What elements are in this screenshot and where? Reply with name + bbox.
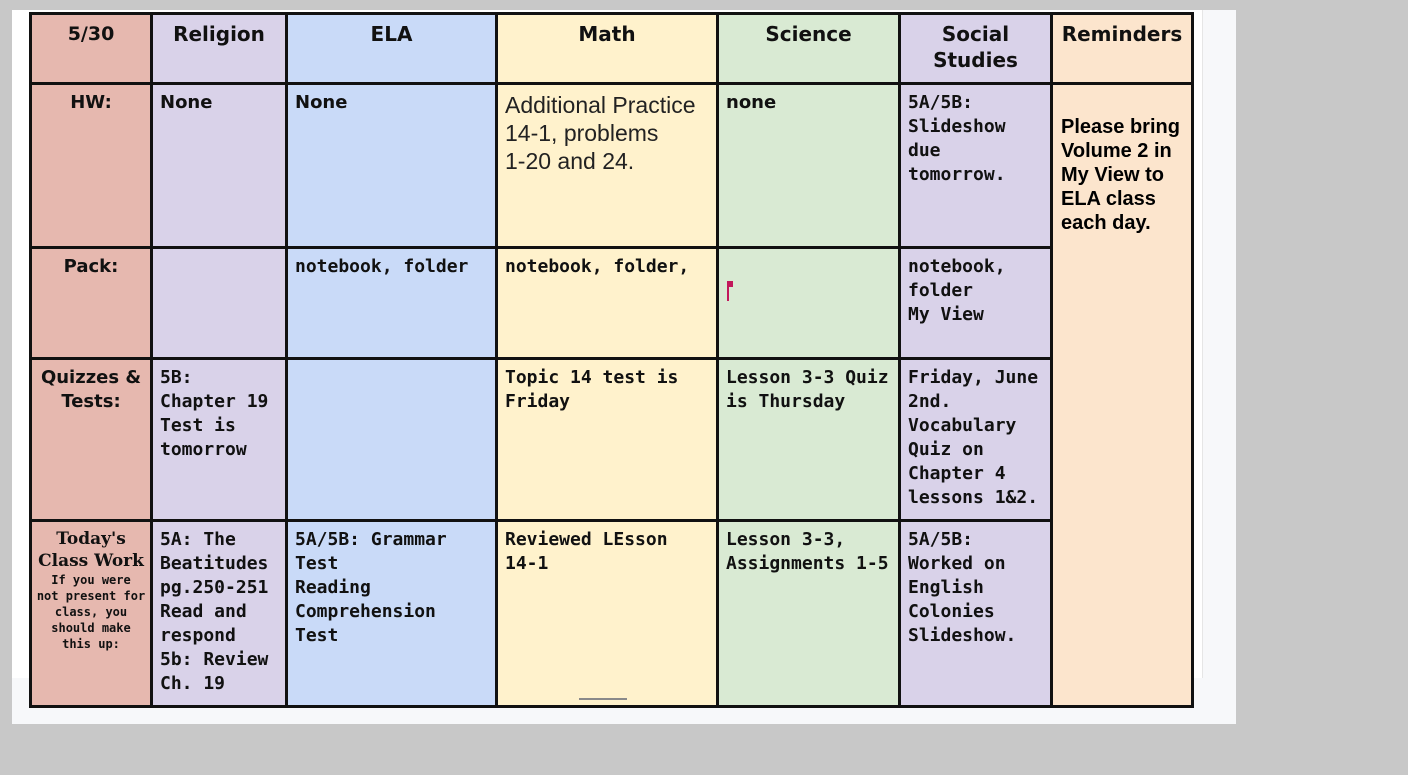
classwork-social-studies-text: 5A/5B: Worked on English Colonies Slideshow.	[908, 529, 1017, 646]
hw-math-text: Additional Practice 14-1, problems 1-20 and 24.	[505, 92, 696, 174]
classwork-science-cell[interactable]	[718, 521, 900, 707]
date-label: 5/30	[67, 23, 115, 45]
pack-label: Pack:	[63, 256, 119, 277]
pack-math-text: notebook, folder,	[505, 256, 690, 277]
date-cell[interactable]	[31, 14, 152, 84]
classwork-label-title: Today's Class Work	[38, 529, 144, 571]
classwork-label-cell[interactable]	[31, 521, 152, 707]
classwork-label-note: If you were not present for class, you should make this up:	[36, 573, 146, 651]
ela-header-cell[interactable]	[287, 14, 497, 84]
classwork-social-studies-cell[interactable]	[900, 521, 1052, 707]
reminders-header-cell[interactable]	[1052, 14, 1193, 84]
religion-header: Religion	[173, 22, 265, 46]
pack-ela-text: notebook, folder	[295, 256, 469, 277]
math-header-cell[interactable]	[497, 14, 718, 84]
classwork-science-text: Lesson 3-3, Assignments 1-5	[726, 529, 889, 574]
hw-label-cell[interactable]	[31, 84, 152, 248]
hw-religion-cell[interactable]	[152, 84, 287, 248]
resize-handle[interactable]	[579, 698, 627, 700]
quizzes-science-text: Lesson 3-3 Quiz is Thursday	[726, 367, 889, 412]
quizzes-religion-text: 5B: Chapter 19 Test is tomorrow	[160, 367, 269, 460]
hw-science-text: none	[726, 92, 777, 113]
quizzes-social-studies-cell[interactable]	[900, 359, 1052, 521]
homework-planner-table	[29, 12, 1194, 708]
hw-science-cell[interactable]	[718, 84, 900, 248]
hw-math-cell[interactable]	[497, 84, 718, 248]
classwork-math-cell[interactable]	[497, 521, 718, 707]
classwork-religion-cell[interactable]	[152, 521, 287, 707]
pack-science-cell[interactable]	[718, 248, 900, 359]
math-header: Math	[578, 22, 636, 46]
hw-social-studies-text: 5A/5B: Slideshow due tomorrow.	[908, 92, 1006, 185]
ela-header: ELA	[370, 22, 413, 46]
classwork-ela-cell[interactable]	[287, 521, 497, 707]
pack-social-studies-text: notebook, folder My View	[908, 256, 1006, 325]
science-header: Science	[765, 22, 852, 46]
classwork-religion-text: 5A: The Beatitudes pg.250-251 Read and respond 5b: Review Ch. 19	[160, 529, 269, 694]
quizzes-science-cell[interactable]	[718, 359, 900, 521]
reminders-text: Please bring Volume 2 in My View to ELA class each day.	[1061, 116, 1180, 234]
hw-ela-text: None	[295, 92, 348, 113]
classwork-ela-text: 5A/5B: Grammar Test Reading Comprehension Test	[295, 529, 447, 646]
quizzes-row	[31, 359, 1193, 521]
hw-ela-cell[interactable]	[287, 84, 497, 248]
pack-math-cell[interactable]	[497, 248, 718, 359]
reminders-header: Reminders	[1061, 22, 1183, 46]
pack-religion-cell[interactable]	[152, 248, 287, 359]
quizzes-math-text: Topic 14 test is Friday	[505, 367, 679, 412]
social-studies-header-cell[interactable]	[900, 14, 1052, 84]
science-header-cell[interactable]	[718, 14, 900, 84]
religion-header-cell[interactable]	[152, 14, 287, 84]
hw-label: HW:	[70, 92, 112, 113]
quizzes-label: Quizzes & Tests:	[40, 367, 142, 412]
hw-row	[31, 84, 1193, 248]
quizzes-ela-text	[288, 360, 495, 372]
pack-label-cell[interactable]	[31, 248, 152, 359]
document-canvas	[12, 10, 1203, 694]
quizzes-math-cell[interactable]	[497, 359, 718, 521]
reminders-cell[interactable]	[1052, 84, 1193, 707]
classwork-row	[31, 521, 1193, 707]
header-row	[31, 14, 1193, 84]
quizzes-religion-cell[interactable]	[152, 359, 287, 521]
pack-science-content	[719, 249, 898, 357]
quizzes-ela-cell[interactable]	[287, 359, 497, 521]
quizzes-label-cell[interactable]	[31, 359, 152, 521]
pack-row	[31, 248, 1193, 359]
hw-religion-text: None	[160, 92, 213, 113]
pack-social-studies-cell[interactable]	[900, 248, 1052, 359]
flag-icon	[726, 279, 736, 303]
pack-religion-text	[153, 249, 285, 261]
social-studies-header: Social Studies	[933, 22, 1018, 72]
document-page	[12, 10, 1236, 724]
quizzes-social-studies-text: Friday, June 2nd. Vocabulary Quiz on Chapter 4 lessons 1&2.	[908, 367, 1039, 508]
hw-social-studies-cell[interactable]	[900, 84, 1052, 248]
classwork-math-text: Reviewed LEsson 14-1	[505, 529, 668, 574]
classwork-label-group	[32, 522, 150, 658]
flag-pennant	[728, 281, 733, 287]
pack-ela-cell[interactable]	[287, 248, 497, 359]
